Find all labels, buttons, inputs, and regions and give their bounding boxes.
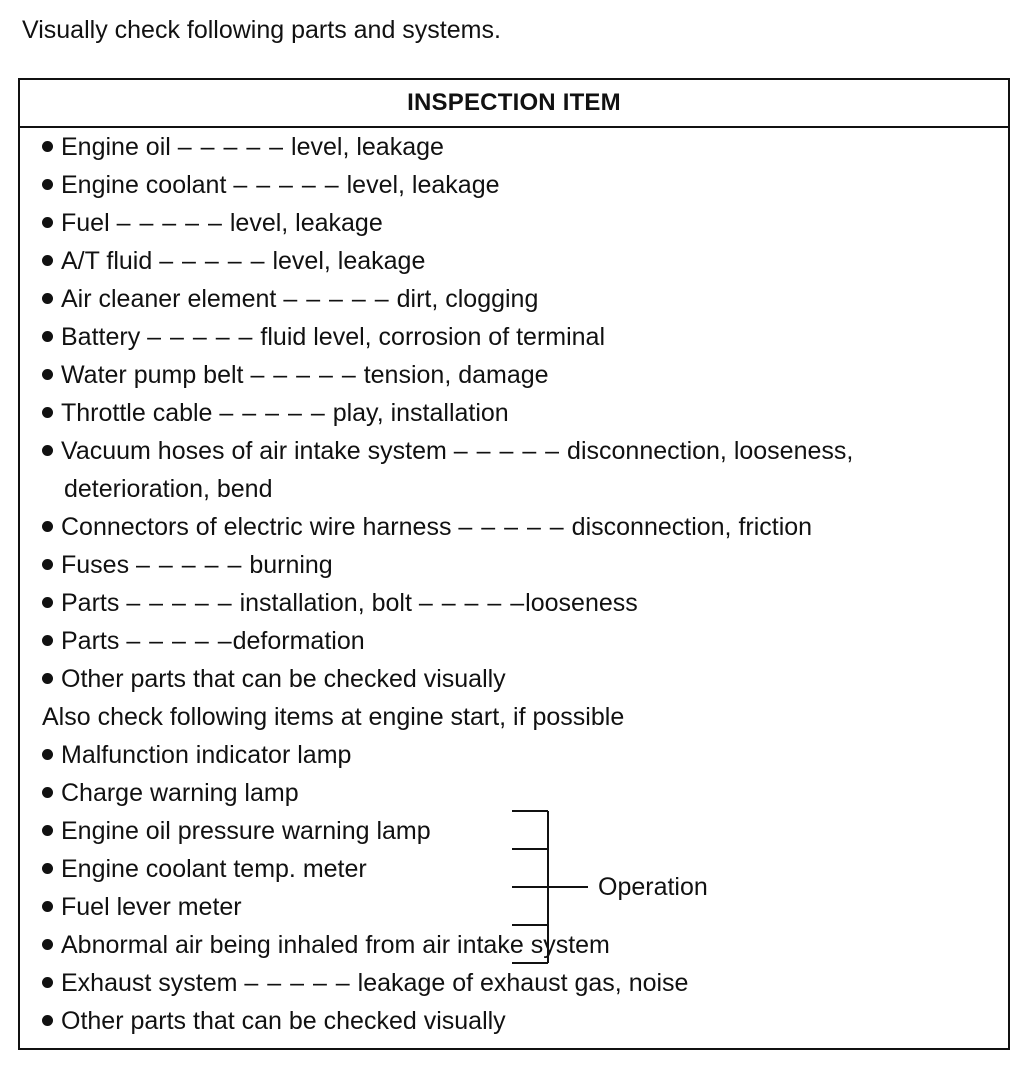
bullet-icon — [42, 749, 53, 760]
list-item — [42, 432, 853, 470]
bullet-icon — [42, 255, 53, 266]
inspection-table — [18, 78, 1010, 1050]
item-part: Engine coolant — [61, 171, 227, 199]
item-dashes: – – – – – — [159, 247, 266, 275]
start-item-label: Fuel lever meter — [61, 893, 242, 921]
item-part: Connectors of electric wire harness — [61, 513, 452, 541]
item-part: Abnormal air being inhaled from air intake system — [61, 931, 610, 959]
bullet-icon — [42, 825, 53, 836]
list-item-continuation: deterioration, bend — [64, 475, 273, 503]
bullet-icon — [42, 901, 53, 912]
item-part: Fuses — [61, 551, 130, 579]
bullet-icon — [42, 939, 53, 950]
list-item — [42, 660, 506, 698]
list-item — [42, 622, 365, 660]
item-check: level, leakage — [291, 133, 444, 161]
list-item — [42, 584, 638, 622]
operation-label: Operation — [598, 873, 708, 901]
bullet-icon — [42, 977, 53, 988]
bullet-icon — [42, 597, 53, 608]
item-check: tension, damage — [363, 361, 549, 389]
item-part: Water pump belt — [61, 361, 244, 389]
item-dashes: – – – – – — [250, 361, 357, 389]
item-dashes: – – – – – — [283, 285, 390, 313]
bullet-icon — [42, 1015, 53, 1026]
bullet-icon — [42, 635, 53, 646]
start-item — [42, 850, 367, 888]
start-item — [42, 736, 351, 774]
item-check: disconnection, friction — [571, 513, 813, 541]
bullet-icon — [42, 521, 53, 532]
bullet-icon — [42, 141, 53, 152]
item-dashes: – – – – – — [136, 551, 243, 579]
start-item — [42, 812, 431, 850]
bullet-icon — [42, 445, 53, 456]
item-check: leakage of exhaust gas, noise — [357, 969, 689, 997]
list-item — [42, 318, 605, 356]
item-check: dirt, clogging — [396, 285, 539, 313]
item-part: A/T fluid — [61, 247, 153, 275]
item-part: Other parts that can be checked visually — [61, 665, 506, 693]
item-dashes: – – – – – — [453, 437, 561, 465]
list-item — [42, 166, 500, 204]
item-part: Fuel — [61, 209, 110, 237]
intro-text: Visually check following parts and systems. — [22, 16, 501, 44]
start-item — [42, 774, 299, 812]
engine-start-note: Also check following items at engine start, if possible — [42, 703, 625, 731]
item-part: Air cleaner element — [61, 285, 277, 313]
list-item — [42, 128, 444, 166]
bullet-icon — [42, 673, 53, 684]
item-part: Battery — [61, 323, 141, 351]
start-item-label: Engine oil pressure warning lamp — [61, 817, 431, 845]
start-item — [42, 888, 242, 926]
start-item-label: Charge warning lamp — [61, 779, 299, 807]
item-check: level, leakage — [229, 209, 383, 237]
item-dashes: – – – – – — [219, 399, 326, 427]
list-item — [42, 394, 509, 432]
list-item — [42, 964, 688, 1002]
bullet-icon — [42, 559, 53, 570]
list-item — [42, 242, 425, 280]
item-dashes: – – – – – — [177, 133, 285, 161]
list-item — [42, 508, 812, 546]
item-part: Parts — [61, 627, 120, 655]
start-item-label: Engine coolant temp. meter — [61, 855, 367, 883]
item-dashes: – – – – – — [458, 513, 565, 541]
bullet-icon — [42, 787, 53, 798]
bullet-icon — [42, 293, 53, 304]
item-check: burning — [249, 551, 333, 579]
item-check-2: looseness — [525, 589, 638, 617]
item-check: fluid level, corrosion of terminal — [260, 323, 606, 351]
item-check: installation, bolt — [239, 589, 412, 617]
bullet-icon — [42, 863, 53, 874]
item-check: level, leakage — [272, 247, 426, 275]
item-dashes: – – – – – — [126, 589, 233, 617]
item-part: Exhaust system — [61, 969, 238, 997]
item-dashes-2: – – – – – — [418, 589, 526, 617]
bullet-icon — [42, 407, 53, 418]
item-dashes: – – – – – — [147, 323, 254, 351]
item-dashes: – – – – – — [233, 171, 340, 199]
start-item-label: Malfunction indicator lamp — [61, 741, 352, 769]
list-item — [42, 204, 383, 242]
item-part: Other parts that can be checked visually — [61, 1007, 506, 1035]
bullet-icon — [42, 217, 53, 228]
item-part: Throttle cable — [61, 399, 213, 427]
list-item — [42, 1002, 506, 1040]
list-item — [42, 356, 549, 394]
item-check: level, leakage — [346, 171, 500, 199]
table-header: INSPECTION ITEM — [20, 80, 1008, 128]
list-item — [42, 926, 610, 964]
item-dashes: – – – – – — [244, 969, 351, 997]
list-item — [42, 546, 333, 584]
item-part: Engine oil — [61, 133, 171, 161]
item-check: disconnection, looseness, — [567, 437, 854, 465]
bullet-icon — [42, 369, 53, 380]
item-dashes: – – – – – — [126, 627, 233, 655]
list-item — [42, 280, 538, 318]
item-part: Parts — [61, 589, 120, 617]
item-check: deformation — [232, 627, 365, 655]
item-part: Vacuum hoses of air intake system — [61, 437, 447, 465]
item-check: play, installation — [332, 399, 509, 427]
bullet-icon — [42, 331, 53, 342]
item-dashes: – – – – – — [116, 209, 223, 237]
bullet-icon — [42, 179, 53, 190]
